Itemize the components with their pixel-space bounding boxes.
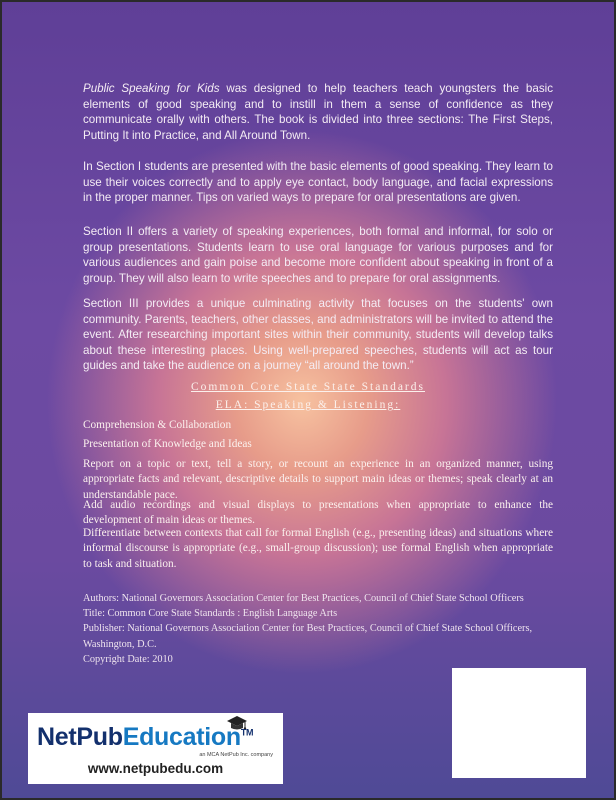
intro-paragraph-3: Section II offers a variety of speaking experiences, both formal and informal, for solo or group presentations. Students learn to use oral language for various purposes and for various audiences and gain poise and become more confident about speaking in front of a group. They will also learn to write speeches and to prepare for oral assignments. bbox=[83, 225, 553, 285]
logo-wordmark-part2: Education bbox=[122, 723, 241, 751]
logo-wordmark bbox=[37, 723, 253, 752]
publisher-line: Publisher: National Governors Association Center for Best Practices, Council of Chief State School Officers, Washington, D.C. bbox=[83, 623, 533, 650]
standard-item: Comprehension & Collaboration bbox=[83, 419, 232, 431]
publication-info bbox=[83, 591, 553, 667]
standards-subheading: ELA: Speaking & Listening: bbox=[215, 399, 401, 411]
authors-line: Authors: National Governors Association Center for Best Practices, Council of Chief State School Officers bbox=[83, 593, 524, 604]
logo-tagline: an MCA NetPub Inc. company bbox=[199, 752, 273, 758]
intro-paragraph-1-text: was designed to help teachers teach youngsters the basic elements of good speaking and to instill in them a sense of confidence as they communicate orally with others. The book is divided into three sections: The First Steps, Putting It into Practice, and All Around Town. bbox=[83, 82, 554, 142]
barcode-area bbox=[452, 668, 586, 778]
intro-paragraph-4: Section III provides a unique culminating activity that focuses on the students' own community. Parents, teachers, other classes, and administrators will be invited to attend the event. After researching important sites within their community, students will develop talks about these interesting places. Using well-prepared speeches, students will act as tour guides and take the audience on a journey “all around the town.” bbox=[83, 297, 553, 373]
intro-paragraph-1 bbox=[83, 81, 553, 143]
standard-item: Differentiate between contexts that call for formal English (e.g., presenting ideas) and situations where informal discourse is appropriate (e.g., small-group discussion); use formal English when appropriate to task and situation. bbox=[83, 527, 553, 570]
standard-item: Report on a topic or text, tell a story, or recount an experience in an organized manner, using appropriate facts and relevant, descriptive details to support main ideas or themes; speak clearly at an understandable pace. bbox=[83, 458, 553, 501]
standards-heading: Common Core State State Standards bbox=[190, 381, 425, 393]
standard-item: Presentation of Knowledge and Ideas bbox=[83, 438, 252, 450]
standard-item: Add audio recordings and visual displays to presentations when appropriate to enhance the development of main ideas or themes. bbox=[83, 499, 553, 527]
intro-paragraph-2: In Section I students are presented with the basic elements of good speaking. They learn to use their voices correctly and to apply eye contact, body language, and facial expressions in the proper manner. Tips on varied ways to prepare for oral presentations are given. bbox=[83, 160, 553, 205]
trademark-mark: TM bbox=[240, 727, 254, 738]
logo-website: www.netpubedu.com bbox=[87, 761, 224, 776]
copyright-line: Copyright Date: 2010 bbox=[83, 653, 173, 665]
netpub-logo bbox=[28, 713, 283, 784]
logo-wordmark-part1: NetPub bbox=[37, 723, 123, 751]
book-title: Public Speaking for Kids bbox=[83, 82, 220, 95]
title-line: Title: Common Core State Standards : English Language Arts bbox=[83, 608, 338, 620]
